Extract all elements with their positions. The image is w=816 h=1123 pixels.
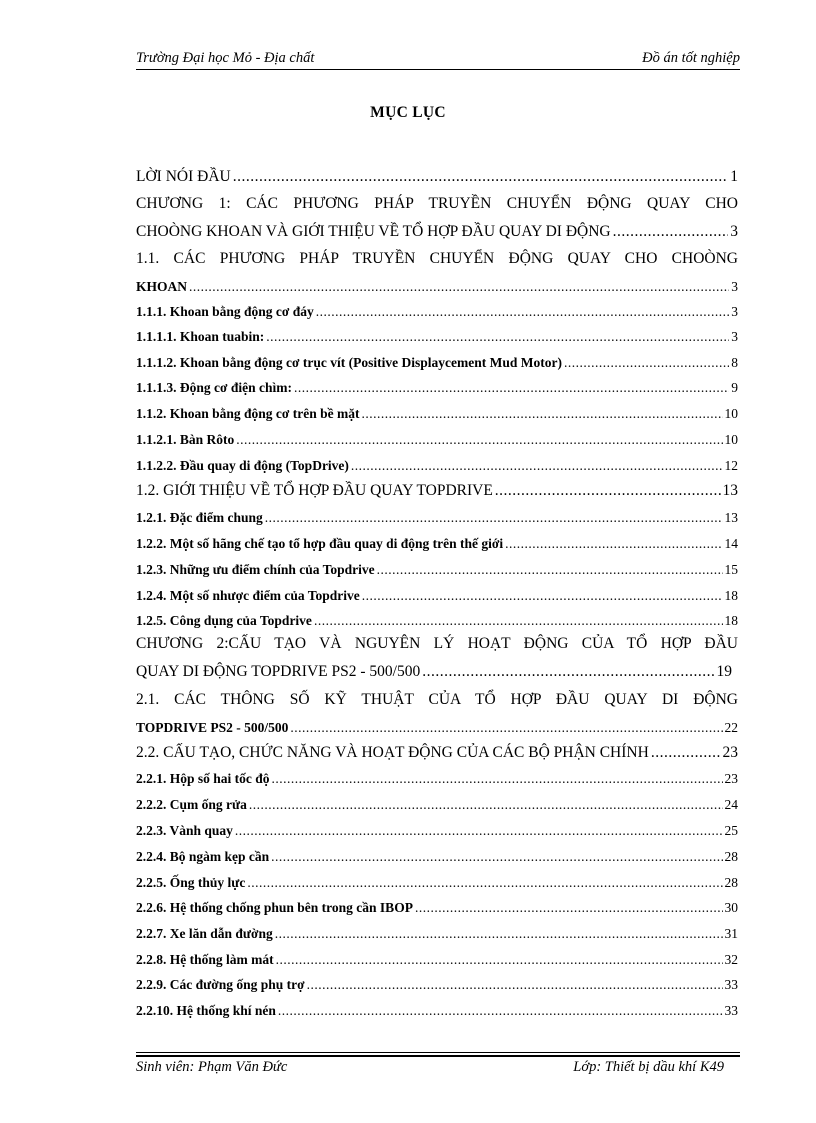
toc-entry[interactable]: [136, 536, 738, 552]
toc-entry-page: 8: [731, 355, 738, 370]
toc-entry-label: 1.2.5. Công dụng của Topdrive: [136, 613, 312, 628]
toc-leader-dots: [271, 849, 722, 865]
toc-entry[interactable]: [136, 613, 738, 629]
toc-entry-page: 3: [731, 329, 738, 344]
toc-entry-page: 1: [730, 168, 738, 185]
toc-entry-page: 33: [724, 977, 738, 992]
toc-entry-page: 28: [724, 875, 738, 890]
page-header: [136, 50, 740, 68]
toc-leader-dots: [272, 771, 723, 787]
toc-entry-page: 25: [724, 823, 738, 838]
toc-leader-dots: [275, 926, 723, 942]
toc-leader-dots: [265, 510, 723, 526]
toc-entry-page: 3: [731, 304, 738, 319]
toc-entry-label: KHOAN: [136, 279, 188, 294]
toc-leader-dots: [235, 823, 723, 839]
toc-entry-label: LỜI NÓI ĐẦU: [136, 168, 231, 185]
toc-entry-page: 13: [722, 482, 738, 499]
toc-entry-preface[interactable]: [136, 168, 738, 186]
toc-entry-page: 22: [724, 720, 738, 735]
toc-entry-label: CHOÒNG KHOAN VÀ GIỚI THIỆU VỀ TỔ HỢP ĐẦU QUAY DI ĐỘNG: [136, 223, 611, 240]
toc-entry-label: 1.2.1. Đặc điểm chung: [136, 510, 263, 525]
toc-leader-dots: [233, 168, 729, 186]
toc-entry[interactable]: [136, 510, 738, 526]
toc-leader-dots: [351, 458, 723, 474]
toc-leader-dots: [505, 536, 722, 552]
toc-leader-dots: [307, 977, 723, 993]
toc-entry[interactable]: [136, 1003, 738, 1019]
toc-entry-label: 1.1.2. Khoan bằng động cơ trên bề mặt: [136, 406, 360, 421]
toc-leader-dots: [294, 380, 729, 396]
toc-leader-dots: [613, 223, 729, 241]
toc-entry-page: 31: [724, 926, 738, 941]
toc-leader-dots: [495, 482, 721, 500]
toc-entry[interactable]: [136, 304, 738, 320]
toc-entry-label: 1.2.2. Một số hãng chế tạo tổ hợp đầu quay di động trên thế giới: [136, 536, 504, 551]
header-thesis: Đồ án tốt nghiệp: [642, 50, 740, 66]
toc-entry-label: 1.1.2.1. Bàn Rôto: [136, 432, 235, 447]
toc-entry-page: 9: [731, 380, 738, 395]
toc-leader-dots: [276, 952, 723, 968]
toc-entry-page: 33: [724, 1003, 738, 1018]
toc-entry[interactable]: [136, 952, 738, 968]
toc-leader-dots: [415, 900, 723, 916]
toc-entry[interactable]: [136, 329, 738, 345]
toc-entry-page: 15: [724, 562, 738, 577]
header-university: Trường Đại học Mỏ - Địa chất: [136, 50, 315, 66]
toc-leader-dots: [249, 797, 723, 813]
toc-entry-label: 2.2.9. Các đường ống phụ trợ: [136, 977, 305, 992]
toc-entry-page: 23: [722, 744, 738, 761]
toc-entry[interactable]: [136, 771, 738, 787]
toc-entry[interactable]: [136, 900, 738, 916]
toc-entry[interactable]: [136, 875, 738, 891]
toc-entry-label: 2.2.5. Ống thủy lực: [136, 875, 246, 890]
toc-entry-section2-2[interactable]: [136, 744, 738, 762]
toc-entry-page: 19: [716, 663, 732, 680]
toc-entry-label: 1.2.4. Một số nhược điểm của Topdrive: [136, 588, 360, 603]
toc-entry-label: 1.1.1. Khoan bằng động cơ đáy: [136, 304, 314, 319]
toc-entry[interactable]: [136, 406, 738, 422]
toc-entry-page: 24: [724, 797, 738, 812]
toc-entry-section1-1[interactable]: [136, 279, 738, 295]
toc-entry-label: 2.2.10. Hệ thống khí nén: [136, 1003, 276, 1018]
toc-entry-label: 1.1.1.3. Động cơ điện chìm:: [136, 380, 292, 395]
toc-entry-label: 2.2.6. Hệ thống chống phun bên trong cần IBOP: [136, 900, 413, 915]
toc-entry[interactable]: [136, 849, 738, 865]
toc-entry-page: 30: [724, 900, 738, 915]
toc-leader-dots: [564, 355, 729, 371]
toc-leader-dots: [314, 613, 723, 629]
toc-entry-label: 1.1.1.2. Khoan bằng động cơ trục vít (Positive Displaycement Mud Motor): [136, 355, 562, 370]
footer-student: Sinh viên: Phạm Văn Đức: [136, 1059, 288, 1075]
toc-entry[interactable]: [136, 588, 738, 604]
toc-entry[interactable]: [136, 355, 738, 371]
toc-entry-label: 1.2. GIỚI THIỆU VỀ TỔ HỢP ĐẦU QUAY TOPDRIVE: [136, 482, 493, 499]
header-divider: [136, 69, 740, 70]
footer-class: Lớp: Thiết bị dầu khí K49: [573, 1059, 724, 1075]
toc-entry-page: 23: [724, 771, 738, 786]
toc-entry-page: 3: [731, 279, 738, 294]
toc-entry[interactable]: [136, 432, 738, 448]
toc-entry-page: 13: [724, 510, 738, 525]
toc-leader-dots: [236, 432, 722, 448]
toc-chapter2-line1[interactable]: CHƯƠNG 2:CẤU TẠO VÀ NGUYÊN LÝ HOẠT ĐỘNG CỦA TỔ HỢP ĐẦU: [136, 635, 738, 652]
toc-entry-chapter1[interactable]: [136, 223, 738, 241]
toc-entry[interactable]: [136, 823, 738, 839]
toc-entry-label: 2.2. CẤU TẠO, CHỨC NĂNG VÀ HOẠT ĐỘNG CỦA CÁC BỘ PHẬN CHÍNH: [136, 744, 649, 761]
toc-entry[interactable]: [136, 797, 738, 813]
footer-divider-thick: [136, 1055, 740, 1057]
toc-leader-dots: [266, 329, 729, 345]
toc-entry-page: 3: [730, 223, 738, 240]
toc-leader-dots: [189, 279, 729, 295]
toc-entry-label: QUAY DI ĐỘNG TOPDRIVE PS2 - 500/500: [136, 663, 421, 680]
toc-entry-label: 1.1.2.2. Đầu quay di động (TopDrive): [136, 458, 349, 473]
toc-entry-label: 2.2.4. Bộ ngàm kẹp cần: [136, 849, 270, 864]
toc-chapter1-line1[interactable]: CHƯƠNG 1: CÁC PHƯƠNG PHÁP TRUYỀN CHUYỂN ĐỘNG QUAY CHO: [136, 195, 738, 212]
toc-entry-chapter2[interactable]: [136, 663, 738, 681]
toc-entry-page: 10: [724, 406, 738, 421]
toc-leader-dots: [290, 720, 722, 736]
toc-leader-dots: [422, 663, 714, 681]
toc-entry-label: 2.2.1. Hộp số hai tốc độ: [136, 771, 270, 786]
toc-entry[interactable]: [136, 380, 738, 396]
toc-section1-1-line1[interactable]: 1.1. CÁC PHƯƠNG PHÁP TRUYỀN CHUYỂN ĐỘNG QUAY CHO CHOÒNG: [136, 250, 738, 267]
toc-entry-page: 18: [724, 613, 738, 628]
toc-entry[interactable]: [136, 977, 738, 993]
toc-entry-label: 1.2.3. Những ưu điểm chính của Topdrive: [136, 562, 375, 577]
toc-entry-page: 14: [724, 536, 738, 551]
toc-leader-dots: [651, 744, 721, 762]
footer-divider: [136, 1052, 740, 1053]
toc-entry[interactable]: [136, 926, 738, 942]
toc-entry-section1-2[interactable]: [136, 482, 738, 500]
toc-entry-label: 2.2.3. Vành quay: [136, 823, 233, 838]
toc-title: MỤC LỤC: [370, 104, 446, 121]
toc-entry-page: 10: [724, 432, 738, 447]
toc-entry-label: TOPDRIVE PS2 - 500/500: [136, 720, 289, 735]
toc-leader-dots: [316, 304, 729, 320]
toc-entry-page: 28: [724, 849, 738, 864]
toc-entry-label: 2.2.8. Hệ thống làm mát: [136, 952, 274, 967]
toc-entry[interactable]: [136, 458, 738, 474]
toc-entry-page: 32: [724, 952, 738, 967]
toc-entry-section2-1[interactable]: [136, 720, 738, 736]
toc-leader-dots: [362, 406, 723, 422]
toc-leader-dots: [278, 1003, 723, 1019]
toc-leader-dots: [362, 588, 723, 604]
toc-entry-label: 2.2.7. Xe lăn dẫn đường: [136, 926, 273, 941]
toc-entry-page: 12: [724, 458, 738, 473]
toc-entry-page: 18: [724, 588, 738, 603]
toc-leader-dots: [377, 562, 723, 578]
toc-entry-label: 1.1.1.1. Khoan tuabin:: [136, 329, 265, 344]
toc-leader-dots: [247, 875, 722, 891]
toc-entry[interactable]: [136, 562, 738, 578]
toc-section2-1-line1[interactable]: 2.1. CÁC THÔNG SỐ KỸ THUẬT CỦA TỔ HỢP ĐẦU QUAY DI ĐỘNG: [136, 691, 738, 708]
toc-entry-label: 2.2.2. Cụm ống rửa: [136, 797, 247, 812]
